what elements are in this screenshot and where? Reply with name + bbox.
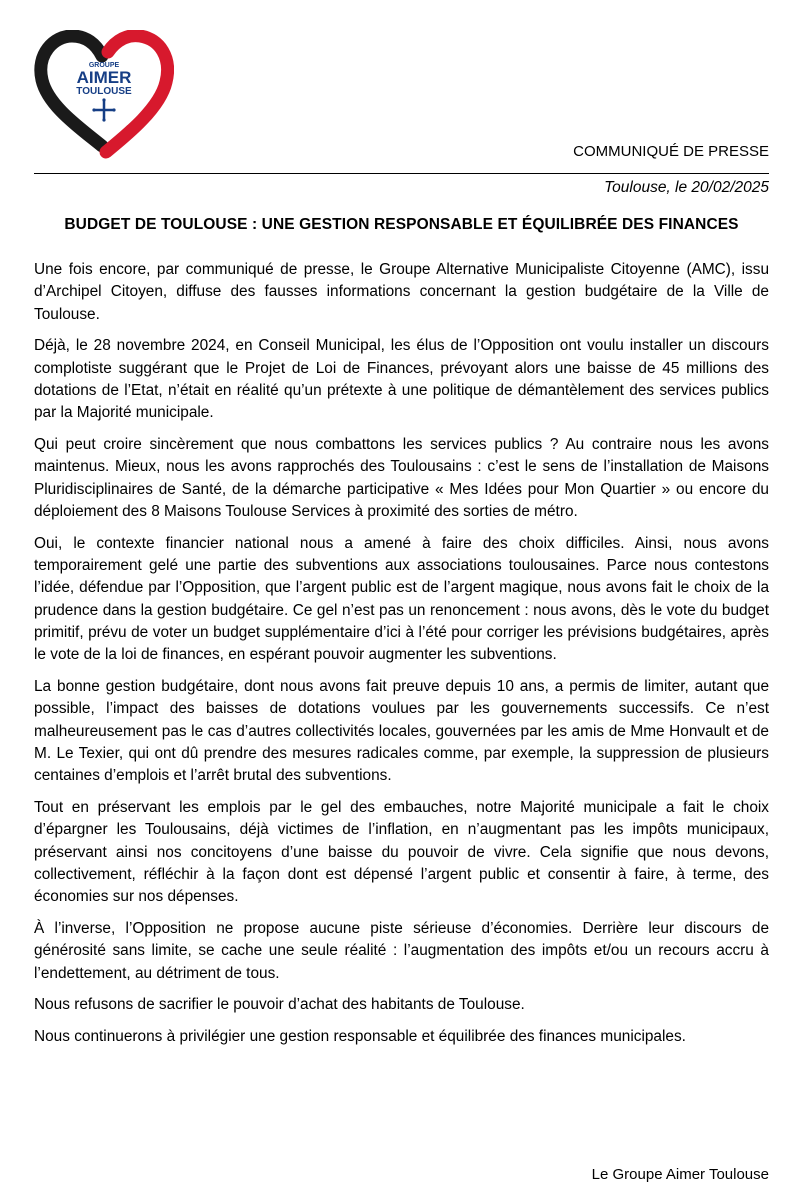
logo-line-aimer: AIMER xyxy=(76,68,132,87)
occitan-cross-icon xyxy=(92,98,115,121)
header-divider xyxy=(34,173,769,174)
body-paragraph: Tout en préservant les emplois par le gel des embauches, notre Majorité municipale a fait le choix d’épargner les Toulousains, déjà victimes de l’inflation, en n’augmentant pas les impôts municipaux, préservant ainsi nos concitoyens d’une baisse du pouvoir de vivre. Cela signifie que nous devons, collectivement, réfléchir à la façon dont est dépensé l’argent public et consentir à faire, à terme, des économies sur nos dépenses. xyxy=(34,799,769,906)
body-paragraph: Qui peut croire sincèrement que nous combattons les services publics ? Au contraire nous les avons maintenus. Mieux, nous les avons rapprochés des Toulousains : c’est le sens de l’installation de Maisons Pluridisciplinaires de Santé, de la démarche participative « Mes Idées pour Mon Quartier » ou encore du déploiement des 8 Maisons Toulouse Services à proximité des sorties de métro. xyxy=(34,436,769,520)
document-title: BUDGET DE TOULOUSE : UNE GESTION RESPONSABLE ET ÉQUILIBRÉE DES FINANCES xyxy=(64,216,739,233)
logo-line-groupe: GROUPE xyxy=(88,62,120,69)
release-date: Toulouse, le 20/02/2025 xyxy=(604,179,769,196)
body-paragraph: Nous refusons de sacrifier le pouvoir d’achat des habitants de Toulouse. xyxy=(34,996,525,1014)
heart-logo-icon xyxy=(34,30,174,160)
body-paragraph: Nous continuerons à privilégier une gestion responsable et équilibrée des finances municipales. xyxy=(34,1028,686,1046)
signature: Le Groupe Aimer Toulouse xyxy=(591,1166,769,1183)
aimer-toulouse-logo xyxy=(34,30,174,160)
body-paragraph: À l’inverse, l’Opposition ne propose aucune piste sérieuse d’économies. Derrière leur discours de générosité sans limite, se cache une seule réalité : l’augmentation des impôts et/ou un recours accru à l’endettement, au détriment de tous. xyxy=(34,920,769,982)
body-paragraph: Une fois encore, par communiqué de presse, le Groupe Alternative Municipaliste Citoyenne (AMC), issu d’Archipel Citoyen, diffuse des fausses informations concernant la gestion budgétaire de la Ville de Toulouse. xyxy=(34,261,769,323)
body-paragraph: Déjà, le 28 novembre 2024, en Conseil Municipal, les élus de l’Opposition ont voulu installer un discours complotiste suggérant que le Projet de Loi de Finances, prévoyant alors une baisse de 45 millions des dotations de l’Etat, n’était en réalité qu’un prétexte à une politique de démantèlement des services publics par la Majorité municipale. xyxy=(34,337,769,422)
logo-line-toulouse: TOULOUSE xyxy=(76,86,132,97)
body-paragraph: La bonne gestion budgétaire, dont nous avons fait preuve depuis 10 ans, a permis de limiter, autant que possible, l’impact des baisses de dotations voulues par les gouvernements successifs. Ce n’est malheureusement pas le cas d’autres collectivités locales, gouvernées par les amis de Mme Honvault et de M. Le Texier, qui ont dû prendre des mesures radicales comme, par exemple, la suppression de plusieurs centaines d’emplois et l’arrêt brutal des subventions. xyxy=(34,678,769,785)
body-paragraph: Oui, le contexte financier national nous a amené à faire des choix difficiles. Ainsi, nous avons temporairement gelé une partie des subventions aux associations toulousaines. Parce nous contestons l’idée, défendue par l’Opposition, que l’argent public est de l’argent magique, nous avons fait le choix de la prudence dans la gestion budgétaire. Ce gel n’est pas un renoncement : nous avons, dès le vote du budget primitif, prévu de voter un budget supplémentaire d’ici à l’été pour corriger les prévisions budgétaires, après le vote de la loi de finances, en espérant pouvoir augmenter les subventions. xyxy=(34,534,769,664)
press-release-body xyxy=(34,259,769,1058)
press-release-label: COMMUNIQUÉ DE PRESSE xyxy=(573,143,769,160)
